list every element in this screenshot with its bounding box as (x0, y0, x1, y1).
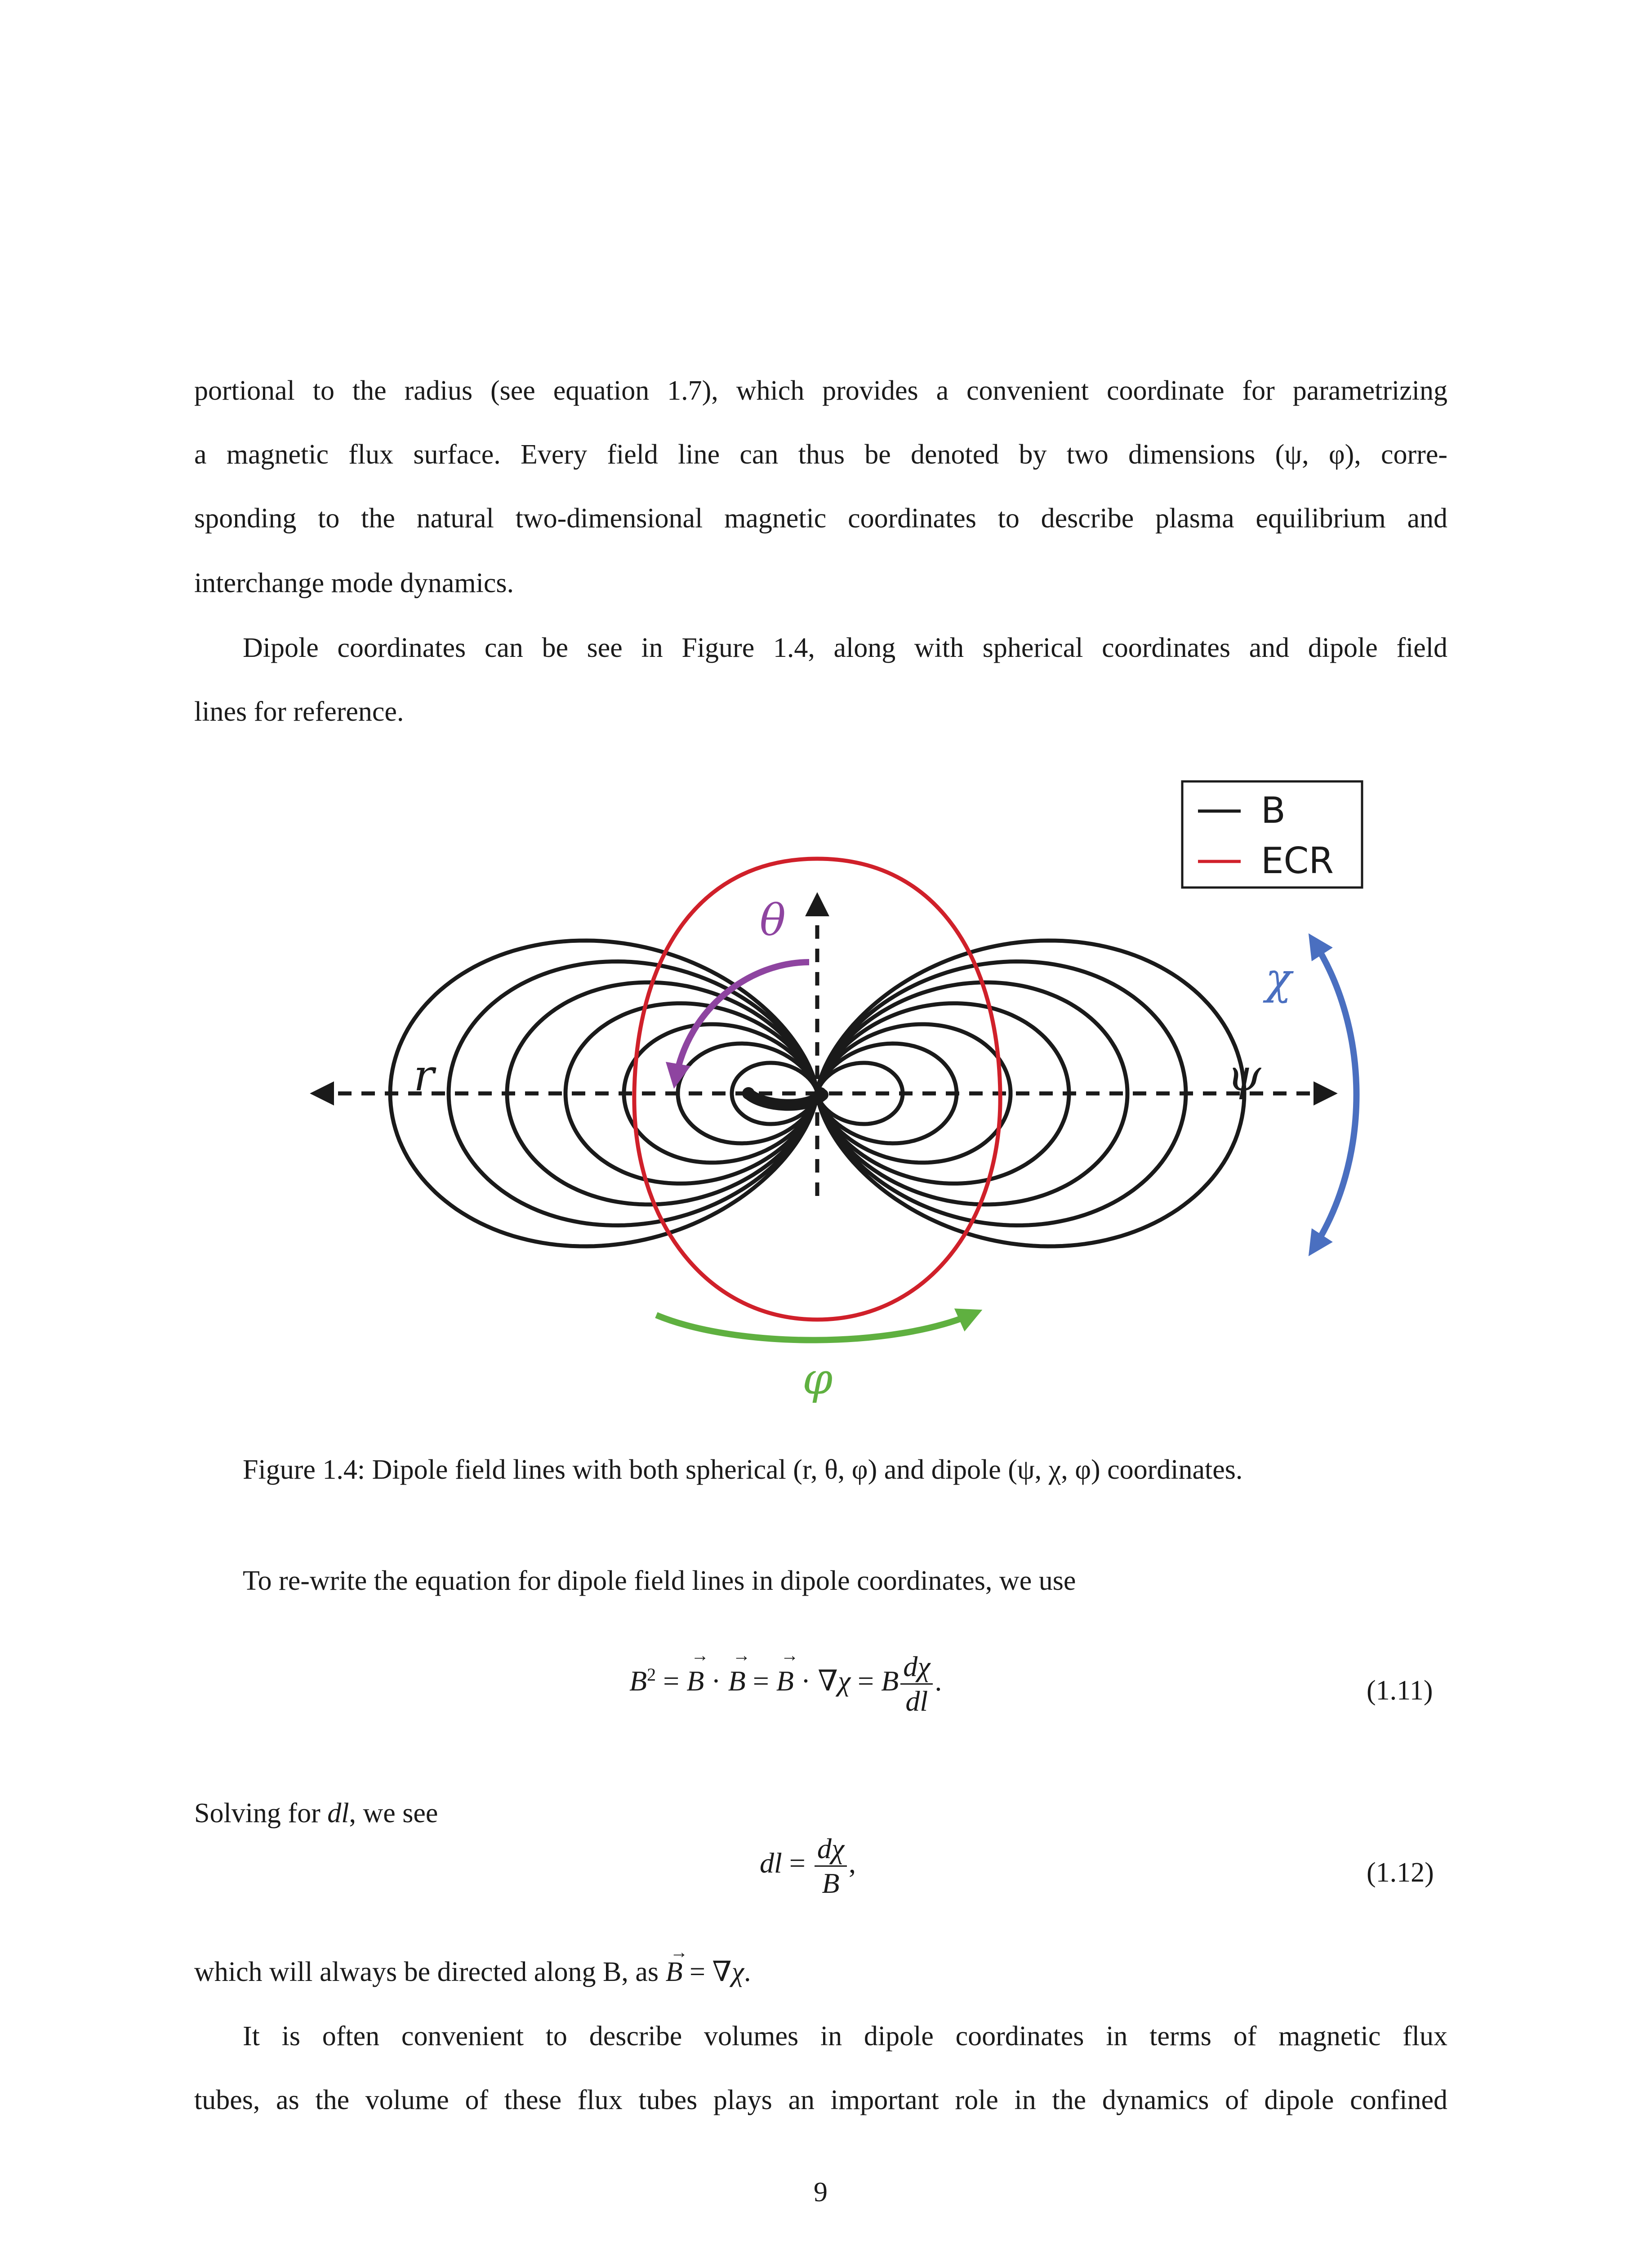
paragraph-line: Dipole coordinates can be see in Figure 1.4, along with spherical coordinates and dipole field (243, 633, 1447, 663)
paragraph-line: a magnetic flux surface. Every field line can thus be denoted by two dimensions (ψ, φ), corre- (194, 439, 1447, 470)
equation-number: (1.11) (1367, 1675, 1433, 1706)
varphi-label: φ (802, 1354, 833, 1404)
psi-label: ψ (1227, 1050, 1261, 1101)
paragraph-line: sponding to the natural two-dimensional magnetic coordinates to describe plasma equilibrium and (194, 503, 1447, 534)
dipole-figure (288, 773, 1367, 1425)
equation-1-11: $B^2$ = → B · → B = → B · ∇χ = B $\frac{d\chi}{dl}$ . (629, 1650, 942, 1718)
paragraph-line: It is often convenient to describe volumes in dipole coordinates in terms of magnetic flux (243, 2021, 1447, 2052)
figure-caption: Figure 1.4: Dipole field lines with both spherical (r, θ, φ) and dipole (ψ, χ, φ) coordinates. (243, 1454, 1243, 1485)
paragraph-line: tubes, as the volume of these flux tubes plays an important role in the dynamics of dipole confined (194, 2085, 1447, 2115)
paragraph-line: portional to the radius (see equation 1.7), which provides a convenient coordinate for parametrizing (194, 375, 1447, 406)
theta-label: θ (760, 895, 786, 946)
paragraph-line: lines for reference. (194, 696, 404, 727)
r-label: r (414, 1050, 434, 1101)
legend (1182, 781, 1362, 888)
paragraph-line: interchange mode dynamics. (194, 568, 514, 598)
legend-label-ecr: ECR (1261, 840, 1334, 882)
paragraph-line: To re-write the equation for dipole field lines in dipole coordinates, we use (243, 1566, 1076, 1596)
chi-arrow (1313, 940, 1357, 1250)
equation-number: (1.12) (1367, 1857, 1434, 1888)
coil (750, 1095, 823, 1105)
page-number: 9 (814, 2177, 828, 2208)
legend-label-b: B (1261, 789, 1286, 831)
paragraph-line: Solving for dl, we see (194, 1798, 438, 1829)
varphi-arrow (656, 1313, 975, 1340)
paragraph-line: which will always be directed along B, as → B = ∇χ. (194, 1958, 751, 1986)
equation-1-12: dl = $\frac{d\chi}{B}$ , (760, 1833, 856, 1899)
chi-label: χ (1265, 954, 1292, 1004)
theta-arrow (675, 962, 809, 1081)
